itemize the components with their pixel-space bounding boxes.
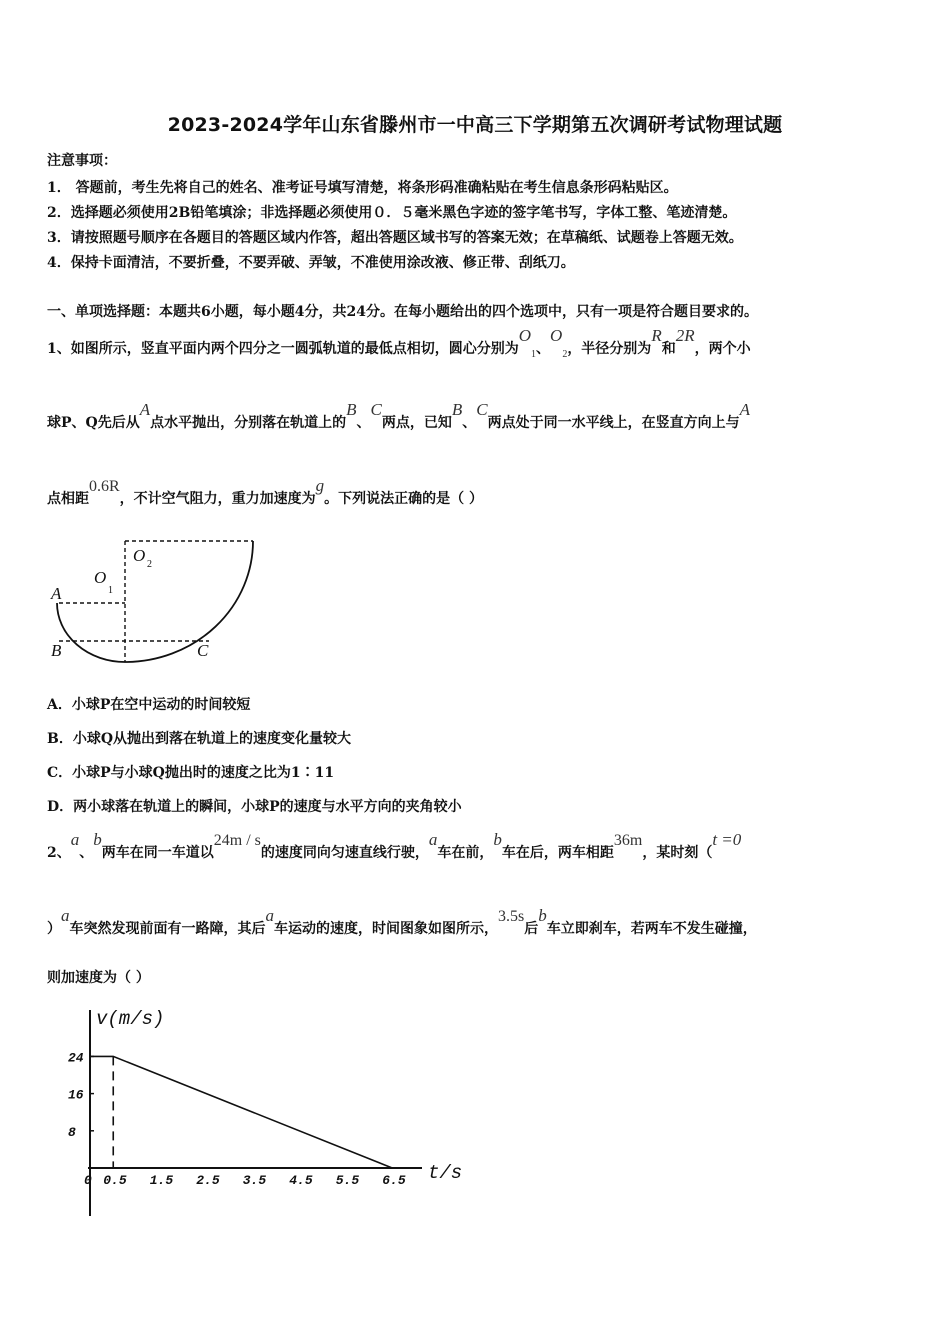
y-tick-label: 16 — [68, 1087, 84, 1103]
label-a: A — [51, 584, 62, 603]
q2-line-1: 2、a、b两车在同一车道以24m / s的速度同向匀速直线行驶，a车在前，b车在后，两车相距36m，某时刻（t =0 — [47, 830, 742, 861]
page-title: 2023-2024学年山东省滕州市一中高三下学期第五次调研考试物理试题 — [167, 114, 783, 136]
y-tick-label: 8 — [68, 1124, 76, 1140]
label-c: C — [197, 641, 209, 660]
x-tick-label: 3.5 — [242, 1173, 267, 1188]
label-o2-sub: 2 — [147, 559, 152, 570]
notice-item: 3．请按照题号顺序在各题目的答题区域内作答，超出答题区域书写的答案无效；在草稿纸、试题卷上答题无效。 — [47, 230, 743, 246]
x-tick-label: 1.5 — [149, 1173, 174, 1188]
velocity-line — [90, 1056, 392, 1168]
x-tick-label: 0.5 — [103, 1173, 127, 1188]
notice-item: 2．选择题必须使用2B铅笔填涂；非选择题必须使用０．５毫米黑色字迹的签字笔书写，字体工整、笔迹清楚。 — [47, 205, 737, 221]
q1-line-1: 1、如图所示，竖直平面内两个四分之一圆弧轨道的最低点相切，圆心分别为$O_1$、$O_2$，半径分别为R和2R，两个小 — [47, 326, 751, 360]
x-tick-label: 5.5 — [335, 1173, 360, 1188]
label-o2: O — [133, 546, 146, 565]
q1-line-2: 球P、Q先后从A点水平抛出，分别落在轨道上的B、C两点，已知B、C两点处于同一水平线上，在竖直方向上与A — [47, 400, 750, 431]
q1-option-b: B．小球Q从抛出到落在轨道上的速度变化量较大 — [47, 731, 352, 747]
q1-option-a: A．小球P在空中运动的时间较短 — [47, 697, 251, 713]
q2-line-3: 则加速度为（ ） — [47, 970, 150, 986]
y-axis-title: v(m/s) — [96, 1008, 165, 1030]
q1-option-d: D．两小球落在轨道上的瞬间，小球P的速度与水平方向的夹角较小 — [47, 799, 462, 815]
notice-heading: 注意事项： — [47, 153, 117, 169]
section-heading: 一、单项选择题：本题共6小题，每小题4分，共24分。在每小题给出的四个选项中，只有一项是符合题目要求的。 — [47, 304, 758, 320]
q2-line-2: ）a车突然发现前面有一路障，其后a车运动的速度，时间图象如图所示，3.5s后b车立即刹车，若两车不发生碰撞， — [47, 906, 757, 937]
vt-chart — [60, 1000, 480, 1225]
y-tick-label: 24 — [68, 1050, 84, 1066]
label-o1: O — [94, 568, 107, 587]
x-tick-label: 2.5 — [196, 1173, 220, 1188]
label-b: B — [51, 641, 62, 660]
x-axis-title: t/s — [428, 1162, 463, 1184]
x-tick-label: 6.5 — [382, 1173, 406, 1188]
notice-item: 1． 答题前，考生先将自己的姓名、准考证号填写清楚，将条形码准确粘贴在考生信息条形码粘贴区。 — [47, 180, 678, 196]
q1-track-figure — [45, 535, 265, 675]
x-tick-label: 0 — [84, 1173, 92, 1188]
label-o1-sub: 1 — [108, 585, 113, 596]
q1-line-3: 点相距0.6R，不计空气阻力，重力加速度为g。下列说法正确的是（ ） — [47, 476, 484, 507]
notice-item: 4．保持卡面清洁，不要折叠，不要弄破、弄皱，不准使用涂改液、修正带、刮纸刀。 — [47, 255, 575, 271]
x-tick-label: 4.5 — [289, 1173, 313, 1188]
small-arc-track — [57, 603, 125, 662]
q1-option-c: C．小球P与小球Q抛出时的速度之比为1∶11 — [47, 765, 335, 781]
